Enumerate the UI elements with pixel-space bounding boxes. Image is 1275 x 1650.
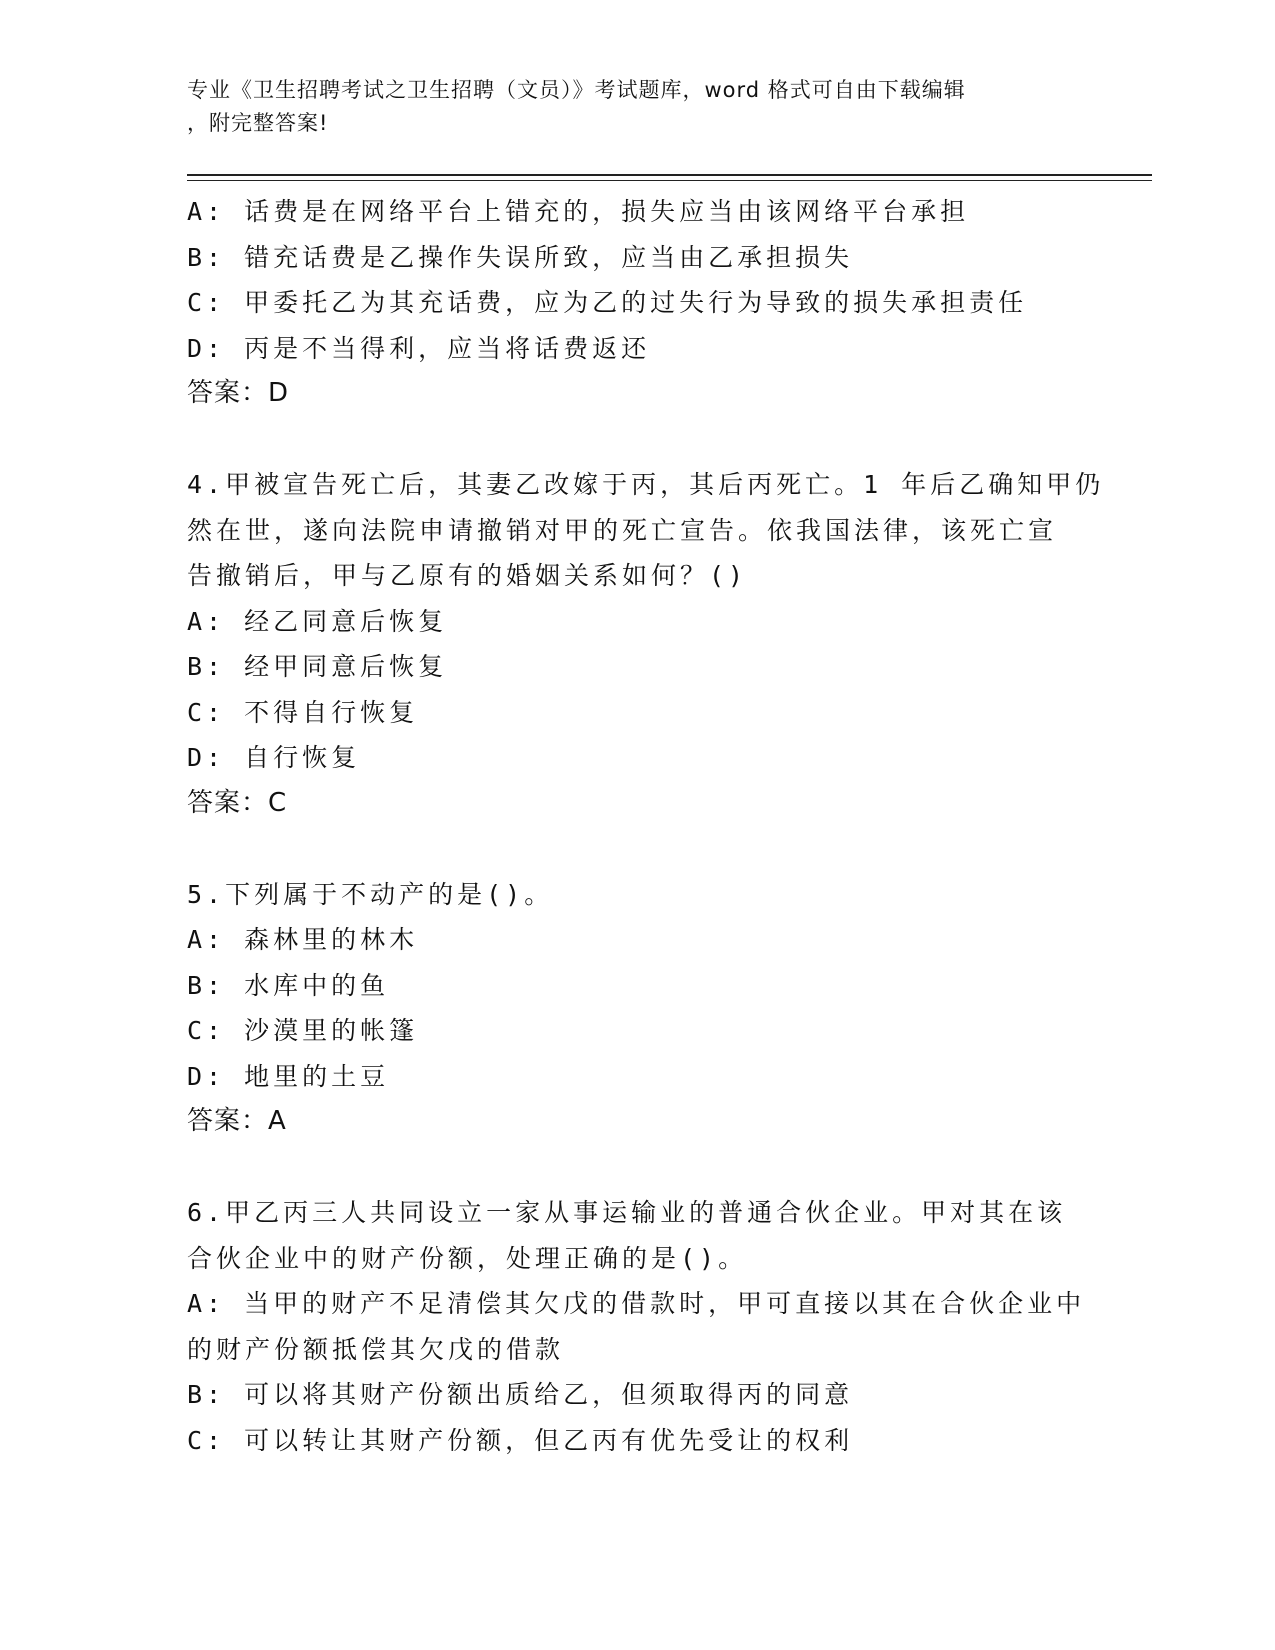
spacer xyxy=(187,1145,1087,1191)
option-d: D: 自行恢复 xyxy=(187,743,361,772)
question-stem-line: 合伙企业中的财产份额，处理正确的是()。 xyxy=(187,1243,748,1273)
option-a-line: A: 当甲的财产不足清偿其欠戊的借款时，甲可直接以其在合伙企业中 xyxy=(187,1289,1086,1318)
answer: 答案：A xyxy=(187,1106,287,1136)
option-c: C: 沙漠里的帐篷 xyxy=(187,1016,419,1045)
header-line-1: 专业《卫生招聘考试之卫生招聘（文员）》考试题库，word 格式可自由下载编辑 xyxy=(187,78,966,102)
question-stem-line: 然在世，遂向法院申请撤销对甲的死亡宣告。依我国法律，该死亡宣 xyxy=(187,515,1058,545)
option-c: C: 甲委托乙为其充话费，应为乙的过失行为导致的损失承担责任 xyxy=(187,288,1028,317)
option-c: C: 不得自行恢复 xyxy=(187,697,419,727)
spacer xyxy=(187,417,1087,463)
option-b: B: 可以将其财产份额出质给乙，但须取得丙的同意 xyxy=(187,1380,854,1409)
option-a: A: 森林里的林木 xyxy=(187,925,419,954)
option-a: A: 话费是在网络平台上错充的，损失应当由该网络平台承担 xyxy=(187,197,970,226)
question-list xyxy=(187,189,1105,1463)
answer: 答案：C xyxy=(187,787,288,818)
option-a-line: 的财产份额抵偿其欠戊的借款 xyxy=(187,1334,565,1364)
option-b: B: 水库中的鱼 xyxy=(187,970,390,1000)
option-a: A: 经乙同意后恢复 xyxy=(187,606,448,636)
question-stem: 5.下列属于不动产的是()。 xyxy=(187,879,554,909)
header-rule-thin xyxy=(187,180,1152,181)
question-stem-line: 6.甲乙丙三人共同设立一家从事运输业的普通合伙企业。甲对其在该 xyxy=(187,1198,1067,1227)
option-b: B: 错充话费是乙操作失误所致，应当由乙承担损失 xyxy=(187,242,854,272)
question-stem-line: 告撤销后，甲与乙原有的婚姻关系如何？() xyxy=(187,561,748,590)
question-4 xyxy=(187,462,1105,826)
header-rule-thick xyxy=(187,174,1152,176)
question-stem-line: 4.甲被宣告死亡后，其妻乙改嫁于丙，其后丙死亡。1 年后乙确知甲仍 xyxy=(187,470,1105,499)
document-header xyxy=(187,74,1067,140)
header-line-2: ，附完整答案! xyxy=(187,111,329,135)
option-d: D: 地里的土豆 xyxy=(187,1061,390,1091)
option-c: C: 可以转让其财产份额，但乙丙有优先受让的权利 xyxy=(187,1425,854,1455)
question-6 xyxy=(187,1190,1087,1463)
option-b: B: 经甲同意后恢复 xyxy=(187,652,448,681)
spacer xyxy=(187,826,1087,872)
question-3 xyxy=(187,189,1087,417)
question-5 xyxy=(187,872,1087,1145)
option-d: D: 丙是不当得利，应当将话费返还 xyxy=(187,333,651,363)
answer: 答案：D xyxy=(187,378,290,408)
